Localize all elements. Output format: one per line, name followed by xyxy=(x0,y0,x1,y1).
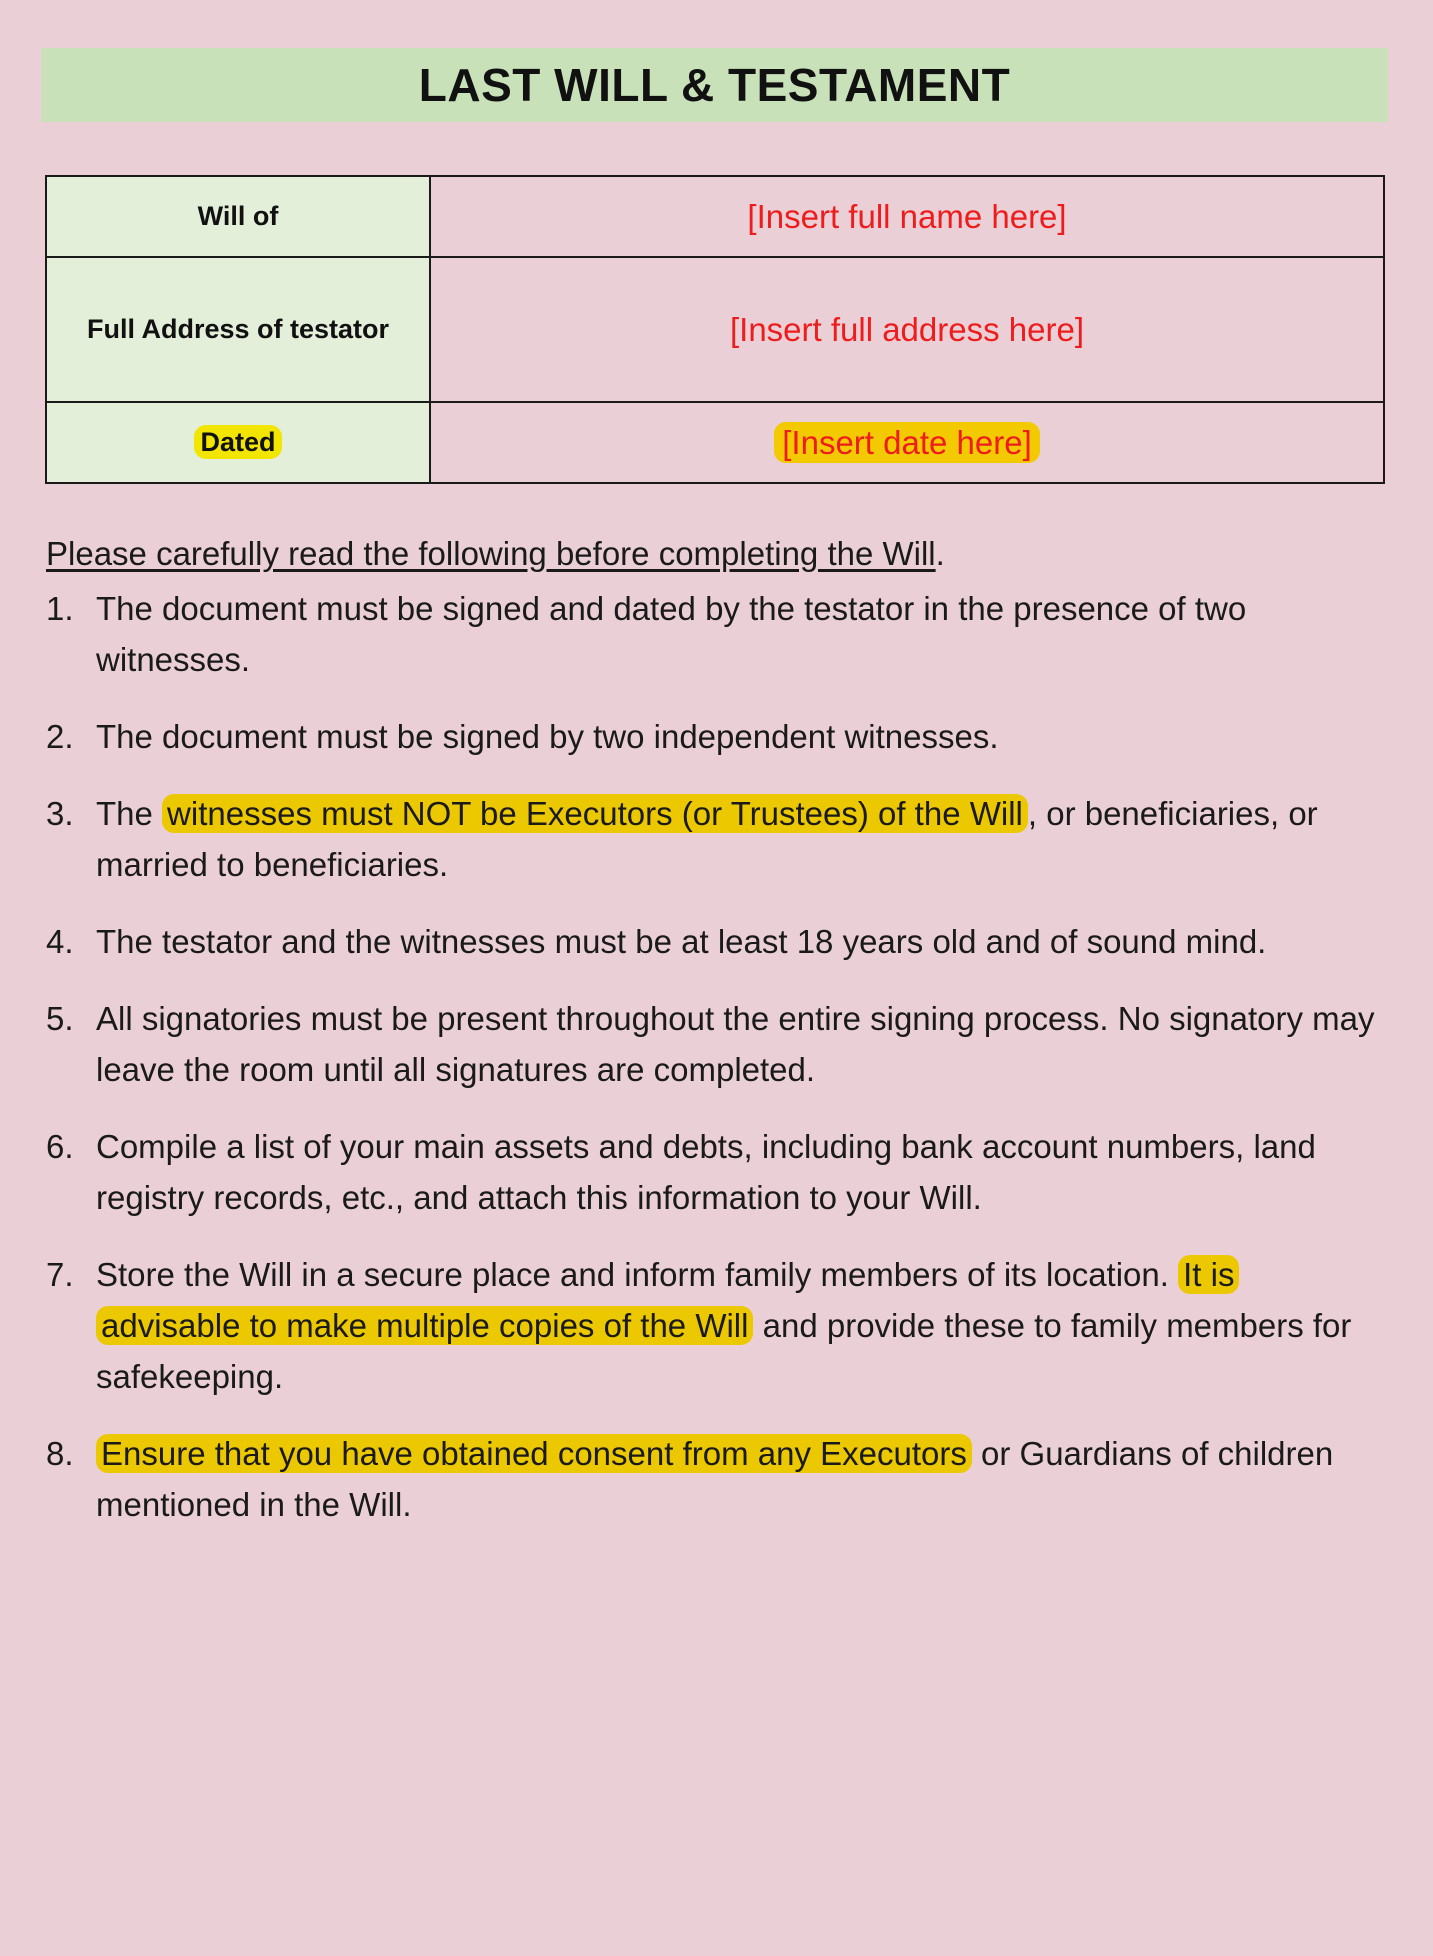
testator-info-table xyxy=(45,175,1385,484)
item-number: 1. xyxy=(46,590,74,627)
dated-label: Dated xyxy=(194,425,281,459)
full-name-placeholder: [Insert full name here] xyxy=(747,197,1067,235)
full-name-field[interactable] xyxy=(430,176,1384,257)
highlighted-text: Ensure that you have obtained consent from any Executors xyxy=(96,1434,972,1473)
item-text-post: , or beneficiaries, or married to beneficiaries. xyxy=(96,795,1318,883)
address-label: Full Address of testator xyxy=(46,257,430,402)
full-address-field[interactable] xyxy=(430,257,1384,402)
item-text-post: or Guardians of children mentioned in the Will. xyxy=(96,1435,1334,1523)
item-text-pre: The xyxy=(96,795,163,832)
list-item xyxy=(46,711,1376,762)
date-field[interactable] xyxy=(430,402,1384,483)
intro-punct: . xyxy=(935,535,945,572)
title-banner xyxy=(41,48,1388,122)
date-placeholder: [Insert date here] xyxy=(774,422,1039,463)
item-number: 4. xyxy=(46,923,74,960)
instructions-list xyxy=(46,583,1376,1556)
document-title: LAST WILL & TESTAMENT xyxy=(418,59,1011,111)
list-item xyxy=(46,1121,1376,1223)
intro-text: Please carefully read the following before completing the Will xyxy=(46,535,936,572)
item-number: 6. xyxy=(46,1128,74,1165)
item-text: All signatories must be present throughout the entire signing process. No signatory may leave the room until all signatures are completed. xyxy=(96,1000,1375,1088)
list-item xyxy=(46,583,1376,685)
item-text: The document must be signed by two independent witnesses. xyxy=(96,718,999,755)
highlighted-text: It is advisable to make multiple copies of the Will xyxy=(96,1255,1239,1345)
instructions-intro xyxy=(46,535,945,573)
table-row xyxy=(46,402,1384,483)
list-item xyxy=(46,1428,1376,1530)
list-item xyxy=(46,1249,1376,1402)
item-number: 5. xyxy=(46,1000,74,1037)
item-number: 7. xyxy=(46,1256,74,1293)
item-number: 2. xyxy=(46,718,74,755)
item-text: The document must be signed and dated by the testator in the presence of two witnesses. xyxy=(96,590,1247,678)
will-of-label: Will of xyxy=(46,176,430,257)
item-text-post: and provide these to family members for safekeeping. xyxy=(96,1307,1352,1395)
item-text-pre: Store the Will in a secure place and inform family members of its location. xyxy=(96,1256,1179,1293)
list-item xyxy=(46,788,1376,890)
full-address-placeholder: [Insert full address here] xyxy=(729,310,1084,348)
list-item xyxy=(46,916,1376,967)
table-row xyxy=(46,257,1384,402)
item-number: 8. xyxy=(46,1435,74,1472)
item-text: The testator and the witnesses must be at least 18 years old and of sound mind. xyxy=(96,923,1267,960)
item-text: Compile a list of your main assets and debts, including bank account numbers, land registry records, etc., and attach this information to your Will. xyxy=(96,1128,1316,1216)
table-row xyxy=(46,176,1384,257)
highlighted-text: witnesses must NOT be Executors (or Trustees) of the Will xyxy=(162,794,1028,833)
item-number: 3. xyxy=(46,795,74,832)
dated-label-cell xyxy=(46,402,430,483)
list-item xyxy=(46,993,1376,1095)
